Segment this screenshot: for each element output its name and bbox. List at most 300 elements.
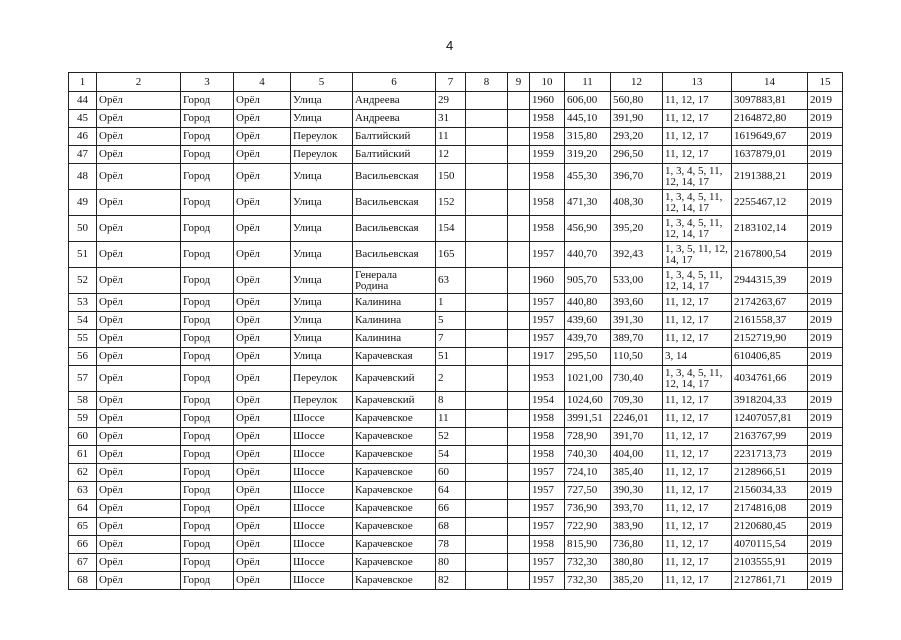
- settlement-name-cell: Орёл: [234, 294, 291, 312]
- street-name-cell: Балтийский: [353, 146, 436, 164]
- table-row: [69, 268, 843, 294]
- house-number-cell: 154: [436, 216, 466, 242]
- row-number-cell: 61: [69, 446, 97, 464]
- table-row: [69, 446, 843, 464]
- residential-area-cell: 385,20: [611, 572, 663, 590]
- letter-cell: [508, 500, 530, 518]
- total-area-cell: 445,10: [565, 110, 611, 128]
- row-number-cell: 46: [69, 128, 97, 146]
- cost-cell: 1637879,01: [732, 146, 808, 164]
- total-area-cell: 319,20: [565, 146, 611, 164]
- settlement-type-cell: Город: [181, 268, 234, 294]
- table-row: [69, 128, 843, 146]
- house-number-cell: 7: [436, 330, 466, 348]
- cost-cell: 2191388,21: [732, 164, 808, 190]
- letter-cell: [508, 216, 530, 242]
- building-number-cell: [466, 366, 508, 392]
- total-area-cell: 736,90: [565, 500, 611, 518]
- letter-cell: [508, 146, 530, 164]
- work-types-cell: 11, 12, 17: [663, 518, 732, 536]
- settlement-type-cell: Город: [181, 410, 234, 428]
- register-table: [68, 72, 843, 590]
- settlement-name-cell: Орёл: [234, 216, 291, 242]
- street-type-cell: Шоссе: [291, 482, 353, 500]
- work-types-cell: 11, 12, 17: [663, 482, 732, 500]
- plan-year-cell: 2019: [808, 268, 843, 294]
- construction-year-cell: 1957: [530, 572, 565, 590]
- house-number-cell: 52: [436, 428, 466, 446]
- plan-year-cell: 2019: [808, 146, 843, 164]
- plan-year-cell: 2019: [808, 464, 843, 482]
- residential-area-cell: 389,70: [611, 330, 663, 348]
- header-cell-settlement-type: 3: [181, 73, 234, 92]
- street-name-cell: Андреева: [353, 92, 436, 110]
- row-number-cell: 63: [69, 482, 97, 500]
- plan-year-cell: 2019: [808, 164, 843, 190]
- plan-year-cell: 2019: [808, 242, 843, 268]
- house-number-cell: 80: [436, 554, 466, 572]
- page-number: 4: [446, 38, 454, 53]
- municipality-cell: Орёл: [97, 366, 181, 392]
- building-number-cell: [466, 392, 508, 410]
- street-name-cell: Васильевская: [353, 164, 436, 190]
- table-row: [69, 110, 843, 128]
- building-number-cell: [466, 446, 508, 464]
- street-name-cell: Васильевская: [353, 242, 436, 268]
- settlement-type-cell: Город: [181, 294, 234, 312]
- total-area-cell: 1021,00: [565, 366, 611, 392]
- street-name-cell: Балтийский: [353, 128, 436, 146]
- cost-cell: 3918204,33: [732, 392, 808, 410]
- cost-cell: 12407057,81: [732, 410, 808, 428]
- letter-cell: [508, 312, 530, 330]
- street-type-cell: Улица: [291, 294, 353, 312]
- settlement-name-cell: Орёл: [234, 392, 291, 410]
- settlement-name-cell: Орёл: [234, 446, 291, 464]
- street-name-cell: Карачевское: [353, 572, 436, 590]
- total-area-cell: 1024,60: [565, 392, 611, 410]
- municipality-cell: Орёл: [97, 348, 181, 366]
- settlement-name-cell: Орёл: [234, 128, 291, 146]
- row-number-cell: 65: [69, 518, 97, 536]
- street-type-cell: Шоссе: [291, 536, 353, 554]
- municipality-cell: Орёл: [97, 410, 181, 428]
- residential-area-cell: 390,30: [611, 482, 663, 500]
- street-type-cell: Улица: [291, 242, 353, 268]
- settlement-type-cell: Город: [181, 312, 234, 330]
- settlement-name-cell: Орёл: [234, 110, 291, 128]
- municipality-cell: Орёл: [97, 428, 181, 446]
- work-types-cell: 11, 12, 17: [663, 464, 732, 482]
- work-types-cell: 11, 12, 17: [663, 146, 732, 164]
- house-number-cell: 29: [436, 92, 466, 110]
- table-body: [69, 73, 843, 590]
- house-number-cell: 66: [436, 500, 466, 518]
- work-types-cell: 1, 3, 5, 11, 12, 14, 17: [663, 242, 732, 268]
- house-number-cell: 12: [436, 146, 466, 164]
- street-type-cell: Переулок: [291, 146, 353, 164]
- total-area-cell: 439,60: [565, 312, 611, 330]
- work-types-cell: 11, 12, 17: [663, 536, 732, 554]
- cost-cell: 2152719,90: [732, 330, 808, 348]
- municipality-cell: Орёл: [97, 92, 181, 110]
- table-row: [69, 410, 843, 428]
- letter-cell: [508, 110, 530, 128]
- settlement-type-cell: Город: [181, 428, 234, 446]
- cost-cell: 2164872,80: [732, 110, 808, 128]
- street-name-cell: Карачевская: [353, 348, 436, 366]
- residential-area-cell: 709,30: [611, 392, 663, 410]
- street-type-cell: Улица: [291, 268, 353, 294]
- settlement-type-cell: Город: [181, 128, 234, 146]
- header-cell-cost: 14: [732, 73, 808, 92]
- letter-cell: [508, 428, 530, 446]
- street-name-cell: Карачевское: [353, 536, 436, 554]
- street-type-cell: Улица: [291, 92, 353, 110]
- construction-year-cell: 1957: [530, 464, 565, 482]
- building-number-cell: [466, 572, 508, 590]
- residential-area-cell: 392,43: [611, 242, 663, 268]
- residential-area-cell: 396,70: [611, 164, 663, 190]
- settlement-name-cell: Орёл: [234, 464, 291, 482]
- letter-cell: [508, 164, 530, 190]
- cost-cell: 610406,85: [732, 348, 808, 366]
- settlement-type-cell: Город: [181, 146, 234, 164]
- house-number-cell: 63: [436, 268, 466, 294]
- table-row: [69, 536, 843, 554]
- house-number-cell: 11: [436, 410, 466, 428]
- street-type-cell: Шоссе: [291, 464, 353, 482]
- row-number-cell: 44: [69, 92, 97, 110]
- street-type-cell: Шоссе: [291, 554, 353, 572]
- street-type-cell: Улица: [291, 164, 353, 190]
- construction-year-cell: 1957: [530, 312, 565, 330]
- settlement-name-cell: Орёл: [234, 330, 291, 348]
- total-area-cell: 728,90: [565, 428, 611, 446]
- street-type-cell: Улица: [291, 190, 353, 216]
- header-cell-total-area: 11: [565, 73, 611, 92]
- total-area-cell: 440,80: [565, 294, 611, 312]
- settlement-type-cell: Город: [181, 190, 234, 216]
- work-types-cell: 11, 12, 17: [663, 294, 732, 312]
- row-number-cell: 50: [69, 216, 97, 242]
- street-name-cell: Карачевское: [353, 482, 436, 500]
- residential-area-cell: 736,80: [611, 536, 663, 554]
- settlement-type-cell: Город: [181, 216, 234, 242]
- plan-year-cell: 2019: [808, 294, 843, 312]
- settlement-name-cell: Орёл: [234, 268, 291, 294]
- street-type-cell: Шоссе: [291, 446, 353, 464]
- residential-area-cell: 730,40: [611, 366, 663, 392]
- street-type-cell: Улица: [291, 348, 353, 366]
- house-number-cell: 54: [436, 446, 466, 464]
- total-area-cell: 456,90: [565, 216, 611, 242]
- building-number-cell: [466, 110, 508, 128]
- cost-cell: 2161558,37: [732, 312, 808, 330]
- cost-cell: 4070115,54: [732, 536, 808, 554]
- letter-cell: [508, 268, 530, 294]
- total-area-cell: 606,00: [565, 92, 611, 110]
- letter-cell: [508, 446, 530, 464]
- total-area-cell: 439,70: [565, 330, 611, 348]
- municipality-cell: Орёл: [97, 128, 181, 146]
- plan-year-cell: 2019: [808, 348, 843, 366]
- house-number-cell: 31: [436, 110, 466, 128]
- work-types-cell: 11, 12, 17: [663, 92, 732, 110]
- construction-year-cell: 1957: [530, 482, 565, 500]
- table-header-row: [69, 73, 843, 92]
- plan-year-cell: 2019: [808, 500, 843, 518]
- total-area-cell: 722,90: [565, 518, 611, 536]
- letter-cell: [508, 294, 530, 312]
- work-types-cell: 11, 12, 17: [663, 392, 732, 410]
- street-name-cell: Андреева: [353, 110, 436, 128]
- settlement-type-cell: Город: [181, 110, 234, 128]
- table-row: [69, 330, 843, 348]
- street-type-cell: Улица: [291, 312, 353, 330]
- work-types-cell: 11, 12, 17: [663, 572, 732, 590]
- cost-cell: 2167800,54: [732, 242, 808, 268]
- table-row: [69, 190, 843, 216]
- street-name-cell: Калинина: [353, 294, 436, 312]
- residential-area-cell: 385,40: [611, 464, 663, 482]
- construction-year-cell: 1958: [530, 190, 565, 216]
- construction-year-cell: 1957: [530, 518, 565, 536]
- table-row: [69, 312, 843, 330]
- total-area-cell: 724,10: [565, 464, 611, 482]
- settlement-name-cell: Орёл: [234, 518, 291, 536]
- letter-cell: [508, 554, 530, 572]
- municipality-cell: Орёл: [97, 536, 181, 554]
- settlement-type-cell: Город: [181, 554, 234, 572]
- house-number-cell: 78: [436, 536, 466, 554]
- work-types-cell: 1, 3, 4, 5, 11, 12, 14, 17: [663, 164, 732, 190]
- residential-area-cell: 393,70: [611, 500, 663, 518]
- settlement-name-cell: Орёл: [234, 348, 291, 366]
- residential-area-cell: 395,20: [611, 216, 663, 242]
- street-type-cell: Шоссе: [291, 410, 353, 428]
- municipality-cell: Орёл: [97, 464, 181, 482]
- municipality-cell: Орёл: [97, 190, 181, 216]
- municipality-cell: Орёл: [97, 482, 181, 500]
- settlement-type-cell: Город: [181, 366, 234, 392]
- header-cell-house-number: 7: [436, 73, 466, 92]
- table-row: [69, 500, 843, 518]
- street-name-cell: Генерала Родина: [353, 268, 436, 294]
- street-name-cell: Карачевское: [353, 464, 436, 482]
- work-types-cell: 1, 3, 4, 5, 11, 12, 14, 17: [663, 190, 732, 216]
- construction-year-cell: 1960: [530, 92, 565, 110]
- settlement-type-cell: Город: [181, 518, 234, 536]
- cost-cell: 2255467,12: [732, 190, 808, 216]
- row-number-cell: 58: [69, 392, 97, 410]
- cost-cell: 4034761,66: [732, 366, 808, 392]
- table-row: [69, 164, 843, 190]
- municipality-cell: Орёл: [97, 500, 181, 518]
- work-types-cell: 11, 12, 17: [663, 410, 732, 428]
- plan-year-cell: 2019: [808, 536, 843, 554]
- street-name-cell: Карачевское: [353, 518, 436, 536]
- residential-area-cell: 391,30: [611, 312, 663, 330]
- header-cell-street-type: 5: [291, 73, 353, 92]
- work-types-cell: 11, 12, 17: [663, 446, 732, 464]
- construction-year-cell: 1954: [530, 392, 565, 410]
- building-number-cell: [466, 164, 508, 190]
- municipality-cell: Орёл: [97, 446, 181, 464]
- building-number-cell: [466, 242, 508, 268]
- settlement-type-cell: Город: [181, 348, 234, 366]
- building-number-cell: [466, 312, 508, 330]
- street-type-cell: Шоссе: [291, 572, 353, 590]
- plan-year-cell: 2019: [808, 366, 843, 392]
- street-type-cell: Улица: [291, 216, 353, 242]
- total-area-cell: 295,50: [565, 348, 611, 366]
- total-area-cell: 315,80: [565, 128, 611, 146]
- total-area-cell: 455,30: [565, 164, 611, 190]
- work-types-cell: 11, 12, 17: [663, 128, 732, 146]
- row-number-cell: 59: [69, 410, 97, 428]
- municipality-cell: Орёл: [97, 572, 181, 590]
- construction-year-cell: 1958: [530, 110, 565, 128]
- street-type-cell: Переулок: [291, 128, 353, 146]
- plan-year-cell: 2019: [808, 128, 843, 146]
- street-type-cell: Переулок: [291, 366, 353, 392]
- work-types-cell: 11, 12, 17: [663, 312, 732, 330]
- construction-year-cell: 1953: [530, 366, 565, 392]
- building-number-cell: [466, 92, 508, 110]
- street-name-cell: Карачевское: [353, 428, 436, 446]
- municipality-cell: Орёл: [97, 216, 181, 242]
- street-type-cell: Улица: [291, 110, 353, 128]
- cost-cell: 2163767,99: [732, 428, 808, 446]
- cost-cell: 2183102,14: [732, 216, 808, 242]
- building-number-cell: [466, 554, 508, 572]
- header-cell-municipality: 2: [97, 73, 181, 92]
- header-cell-letter: 9: [508, 73, 530, 92]
- building-number-cell: [466, 190, 508, 216]
- cost-cell: 2156034,33: [732, 482, 808, 500]
- letter-cell: [508, 128, 530, 146]
- house-number-cell: 8: [436, 392, 466, 410]
- letter-cell: [508, 348, 530, 366]
- row-number-cell: 60: [69, 428, 97, 446]
- letter-cell: [508, 572, 530, 590]
- total-area-cell: 815,90: [565, 536, 611, 554]
- row-number-cell: 52: [69, 268, 97, 294]
- table-row: [69, 554, 843, 572]
- construction-year-cell: 1958: [530, 428, 565, 446]
- plan-year-cell: 2019: [808, 216, 843, 242]
- row-number-cell: 53: [69, 294, 97, 312]
- municipality-cell: Орёл: [97, 294, 181, 312]
- building-number-cell: [466, 500, 508, 518]
- house-number-cell: 11: [436, 128, 466, 146]
- work-types-cell: 11, 12, 17: [663, 110, 732, 128]
- settlement-name-cell: Орёл: [234, 164, 291, 190]
- cost-cell: 2174263,67: [732, 294, 808, 312]
- municipality-cell: Орёл: [97, 268, 181, 294]
- plan-year-cell: 2019: [808, 554, 843, 572]
- residential-area-cell: 408,30: [611, 190, 663, 216]
- work-types-cell: 11, 12, 17: [663, 500, 732, 518]
- header-cell-street-name: 6: [353, 73, 436, 92]
- construction-year-cell: 1958: [530, 216, 565, 242]
- header-cell-residential-area: 12: [611, 73, 663, 92]
- total-area-cell: 732,30: [565, 554, 611, 572]
- plan-year-cell: 2019: [808, 446, 843, 464]
- construction-year-cell: 1958: [530, 446, 565, 464]
- construction-year-cell: 1957: [530, 330, 565, 348]
- header-cell-row-number: 1: [69, 73, 97, 92]
- street-type-cell: Переулок: [291, 392, 353, 410]
- row-number-cell: 56: [69, 348, 97, 366]
- construction-year-cell: 1917: [530, 348, 565, 366]
- house-number-cell: 82: [436, 572, 466, 590]
- row-number-cell: 48: [69, 164, 97, 190]
- total-area-cell: 732,30: [565, 572, 611, 590]
- street-type-cell: Шоссе: [291, 428, 353, 446]
- building-number-cell: [466, 348, 508, 366]
- plan-year-cell: 2019: [808, 312, 843, 330]
- cost-cell: 2120680,45: [732, 518, 808, 536]
- street-name-cell: Карачевское: [353, 446, 436, 464]
- house-number-cell: 150: [436, 164, 466, 190]
- street-name-cell: Калинина: [353, 312, 436, 330]
- table-row: [69, 366, 843, 392]
- work-types-cell: 11, 12, 17: [663, 330, 732, 348]
- street-name-cell: Васильевская: [353, 190, 436, 216]
- total-area-cell: 440,70: [565, 242, 611, 268]
- total-area-cell: 471,30: [565, 190, 611, 216]
- table-row: [69, 348, 843, 366]
- house-number-cell: 64: [436, 482, 466, 500]
- row-number-cell: 62: [69, 464, 97, 482]
- municipality-cell: Орёл: [97, 518, 181, 536]
- letter-cell: [508, 190, 530, 216]
- plan-year-cell: 2019: [808, 518, 843, 536]
- work-types-cell: 3, 14: [663, 348, 732, 366]
- street-name-cell: Карачевское: [353, 410, 436, 428]
- row-number-cell: 45: [69, 110, 97, 128]
- table-row: [69, 464, 843, 482]
- plan-year-cell: 2019: [808, 392, 843, 410]
- table-row: [69, 428, 843, 446]
- row-number-cell: 57: [69, 366, 97, 392]
- construction-year-cell: 1958: [530, 128, 565, 146]
- municipality-cell: Орёл: [97, 146, 181, 164]
- letter-cell: [508, 410, 530, 428]
- construction-year-cell: 1958: [530, 536, 565, 554]
- header-cell-settlement-name: 4: [234, 73, 291, 92]
- letter-cell: [508, 482, 530, 500]
- settlement-name-cell: Орёл: [234, 366, 291, 392]
- work-types-cell: 11, 12, 17: [663, 554, 732, 572]
- settlement-type-cell: Город: [181, 536, 234, 554]
- street-name-cell: Карачевское: [353, 500, 436, 518]
- total-area-cell: 3991,51: [565, 410, 611, 428]
- cost-cell: 2103555,91: [732, 554, 808, 572]
- residential-area-cell: 391,70: [611, 428, 663, 446]
- cost-cell: 2944315,39: [732, 268, 808, 294]
- table-row: [69, 572, 843, 590]
- residential-area-cell: 560,80: [611, 92, 663, 110]
- settlement-name-cell: Орёл: [234, 312, 291, 330]
- row-number-cell: 51: [69, 242, 97, 268]
- municipality-cell: Орёл: [97, 164, 181, 190]
- total-area-cell: 740,30: [565, 446, 611, 464]
- street-type-cell: Шоссе: [291, 518, 353, 536]
- letter-cell: [508, 464, 530, 482]
